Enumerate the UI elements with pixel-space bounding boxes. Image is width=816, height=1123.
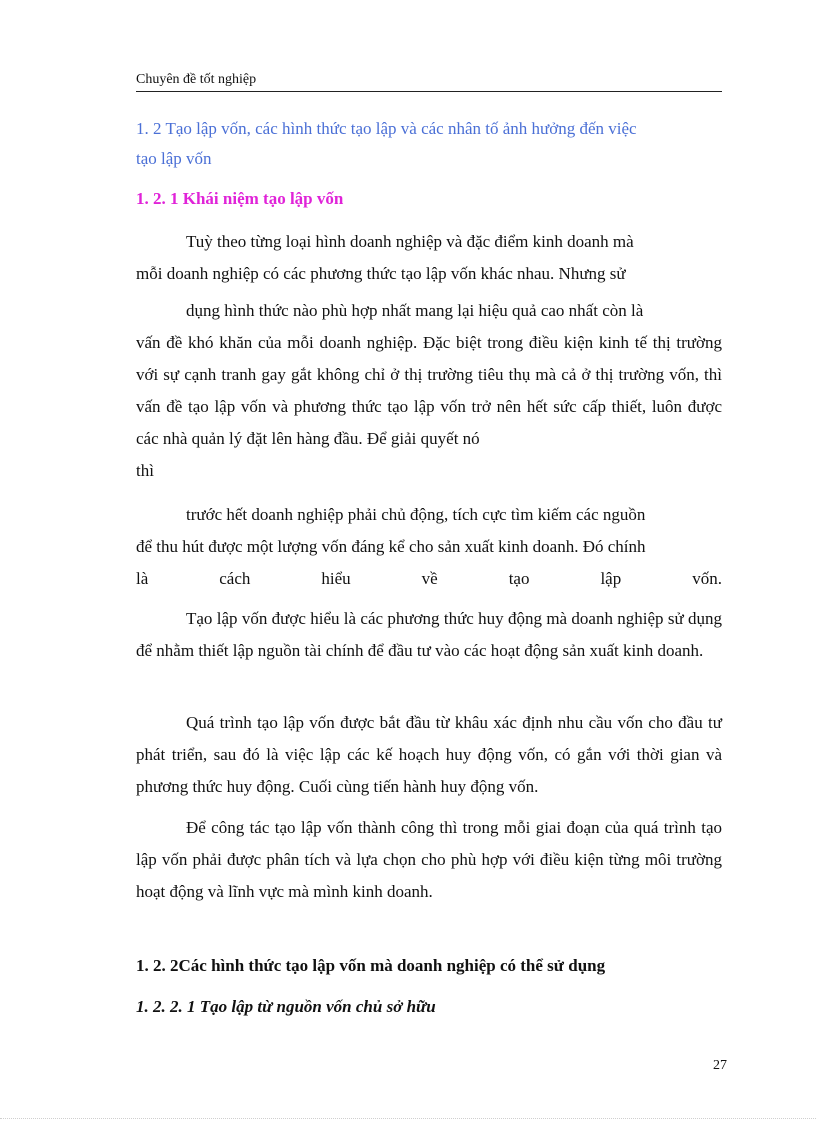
paragraph-1-line-2: mỗi doanh nghiệp có các phương thức tạo lập vốn khác nhau. Nhưng sử (136, 264, 626, 283)
subsection-title-1-2-2: 1. 2. 2Các hình thức tạo lập vốn mà doanh nghiệp có thể sử dụng (136, 956, 606, 975)
paragraph-6-text: Để công tác tạo lập vốn thành công thì trong mỗi giai đoạn của quá trình tạo lập vốn phải được phân tích và lựa chọn cho phù hợp với điều kiện từng môi trường hoạt động và lĩnh vực mà mình kinh doanh. (136, 818, 722, 901)
word: về (421, 569, 438, 588)
paragraph-3-line-3 (136, 563, 722, 595)
paragraph-1-line-1 (136, 226, 722, 258)
paragraph-2-body: vấn đề khó khăn của mỗi doanh nghiệp. Đặc biệt trong điều kiện kinh tế thị trường với sự cạnh tranh gay gắt không chỉ ở thị trường tiêu thụ mà cả ở thị trường vốn, thì vấn đề tạo lập vốn và phương thức tạo lập vốn trở nên hết sức cấp thiết, luôn được các nhà quản lý đặt lên hàng đầu. Để giải quyết nó (136, 333, 722, 448)
page-edge-divider (0, 1118, 816, 1120)
word: tạo (508, 569, 530, 588)
section-title-line2: tạo lập vốn (136, 149, 212, 168)
paragraph-1-line-1-text: Tuỳ theo từng loại hình doanh nghiệp và đặc điểm kinh doanh mà (186, 232, 634, 251)
section-title-line1: 1. 2 Tạo lập vốn, các hình thức tạo lập và các nhân tố ảnh hưởng đến việc (136, 119, 637, 138)
paragraph-3-line-2: để thu hút được một lượng vốn đáng kể cho sản xuất kinh doanh. Đó chính (136, 537, 646, 556)
subsection-title-1-2-1: 1. 2. 1 Khái niệm tạo lập vốn (136, 189, 344, 208)
word: cách (219, 569, 251, 588)
paragraph-5-text: Quá trình tạo lập vốn được bắt đầu từ khâu xác định nhu cầu vốn cho đầu tư phát triển, sau đó là việc lập các kế hoạch huy động vốn, có gắn với thời gian và phương thức huy động. Cuối cùng tiến hành huy động vốn. (136, 713, 722, 796)
subsection-title-1-2-2-1: 1. 2. 2. 1 Tạo lập từ nguồn vốn chủ sở hữu (136, 997, 436, 1016)
paragraph-4 (136, 603, 722, 667)
word: là (136, 569, 149, 588)
word: hiểu (321, 569, 351, 588)
page-number: 27 (713, 1058, 727, 1073)
paragraph-2-line-1: dụng hình thức nào phù hợp nhất mang lại hiệu quả cao nhất còn là (186, 301, 644, 320)
running-header: Chuyên đề tốt nghiệp (136, 71, 722, 92)
word: vốn. (692, 569, 722, 588)
paragraph-3-line-1: trước hết doanh nghiệp phải chủ động, tích cực tìm kiếm các nguồn (186, 505, 646, 524)
paragraph-4-text: Tạo lập vốn được hiểu là các phương thức huy động mà doanh nghiệp sử dụng để nhằm thiết lập nguồn tài chính để đầu tư vào các hoạt động sản xuất kinh doanh. (136, 609, 722, 660)
paragraph-5 (136, 707, 722, 803)
paragraph-6 (136, 812, 722, 908)
paragraph-2-tail: thì (136, 461, 154, 480)
word: lập (600, 569, 622, 588)
